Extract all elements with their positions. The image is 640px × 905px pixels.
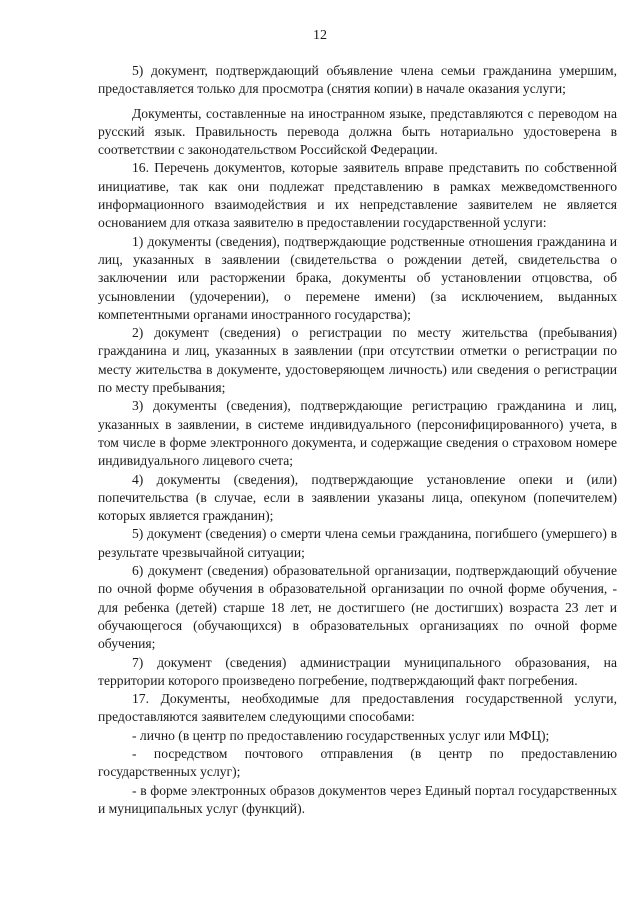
list-item-16-4: 4) документы (сведения), подтверждающие установление опеки и (или) попечительства (в случае, если в заявлении указаны лица, опекуном (попечителем) которых является гражданин); xyxy=(98,471,617,524)
paragraph-16: 16. Перечень документов, которые заявитель вправе представить по собственной инициативе, так как они подлежат представлению в рамках межведомственного информационного взаимодействия и их непредставление заявителем не является основанием для отказа заявителю в предоставлении государственной услуги: xyxy=(98,160,617,231)
paragraph-item-5: 5) документ, подтверждающий объявление члена семьи гражданина умершим, предоставляется только для просмотра (снятия копии) в начале оказания услуги; xyxy=(98,63,617,97)
list-item-16-2: 2) документ (сведения) о регистрации по месту жительства (пребывания) гражданина и лиц, указанных в заявлении (при отсутствии отметки о регистрации по месту жительства в документе, удостоверяющем личность) или сведения о регистрации по месту пребывания; xyxy=(98,325,617,396)
list-item-17-post: - посредством почтового отправления (в центр по предоставлению государственных услуг); xyxy=(98,745,617,780)
list-item-16-7: 7) документ (сведения) администрации муниципального образования, на территории которого произведено погребение, подтверждающий факт погребения. xyxy=(98,654,617,688)
page-number: 12 xyxy=(313,28,327,43)
list-item-16-1: 1) документы (сведения), подтверждающие родственные отношения гражданина и лиц, указанных в заявлении (свидетельства о рождении детей, свидетельства о заключении или расторжении брака, документы об установлении отцовства, об усыновлении (удочерении), о перемене имени) (за исключением, выданных компетентными органами иностранного государства); xyxy=(98,233,617,322)
list-item-16-6: 6) документ (сведения) образовательной организации, подтверждающий обучение по очной форме обучения в образовательной организации по очной форме обучения, - для ребенка (детей) старше 18 лет, не достигшего (не достигших) возраста 23 лет и обучающегося (обучающихся) в образовательных организациях по очной форме обучения; xyxy=(98,563,617,652)
paragraph-foreign-documents: Документы, составленные на иностранном языке, представляются с переводом на русский язык. Правильность перевода должна быть нотариально удостоверена в соответствии с законодательством Российской Федерации. xyxy=(98,105,617,158)
list-item-17-in-person: - лично (в центр по предоставлению государственных услуг или МФЦ); xyxy=(132,727,550,743)
paragraph-17: 17. Документы, необходимые для предоставления государственной услуги, предоставляются заявителем следующими способами: xyxy=(98,691,617,725)
list-item-16-5: 5) документ (сведения) о смерти члена семьи гражданина, погибшего (умершего) в результате чрезвычайной ситуации; xyxy=(98,526,617,560)
list-item-17-electronic: - в форме электронных образов документов через Единый портал государственных и муниципальных услуг (функций). xyxy=(98,782,617,816)
list-item-16-3: 3) документы (сведения), подтверждающие регистрацию гражданина и лиц, указанных в заявлении, в системе индивидуального (персонифицированного) учета, в том числе в форме электронного документа, и содержащие сведения о страховом номере индивидуального лицевого счета; xyxy=(98,398,617,469)
document-body xyxy=(98,62,617,818)
